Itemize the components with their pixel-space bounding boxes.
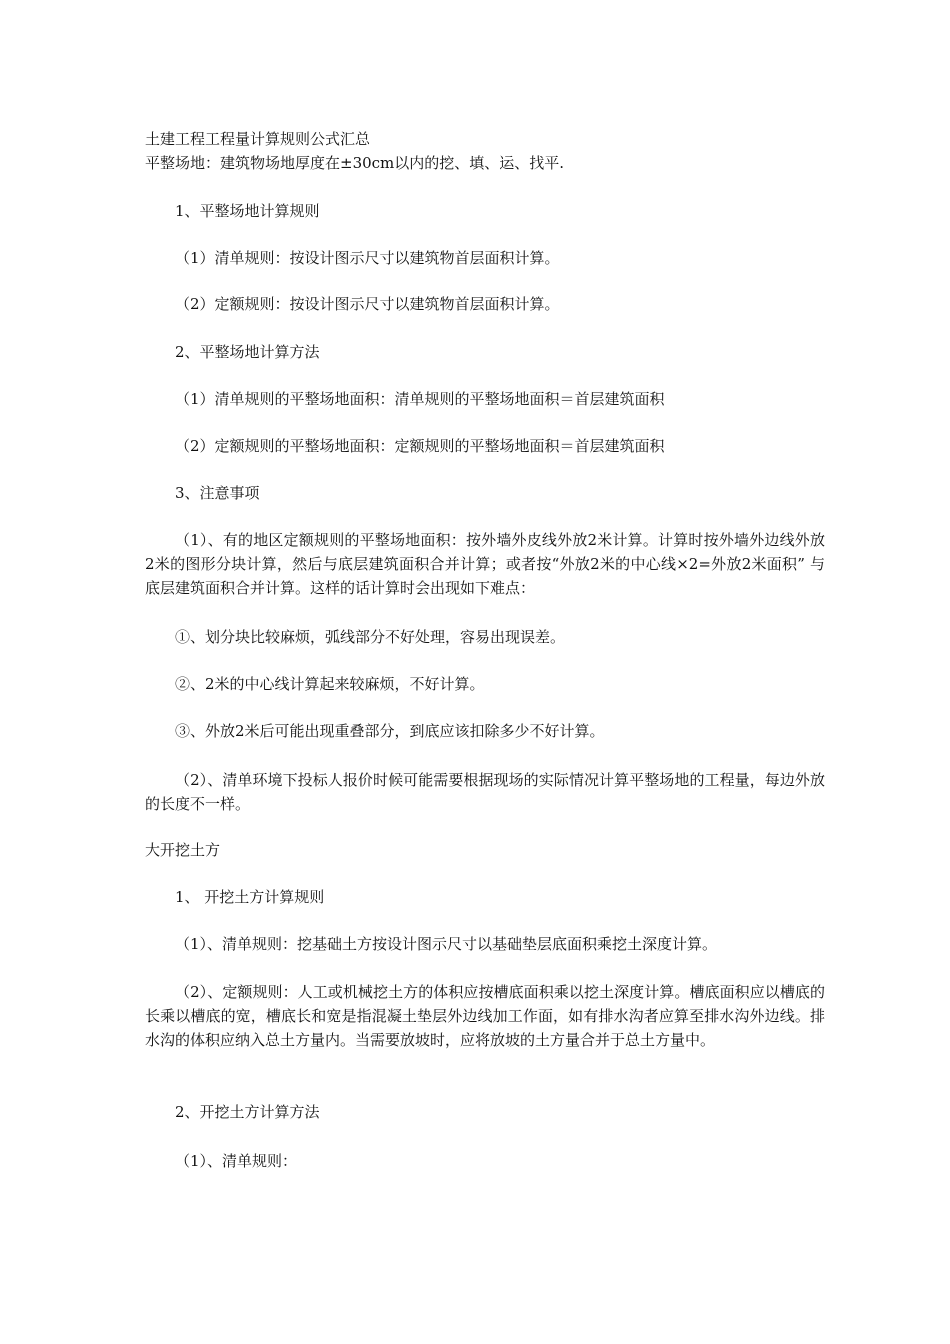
difficulty-3: ③、外放2米后可能出现重叠部分，到底应该扣除多少不好计算。 xyxy=(175,722,605,740)
difficulty-2: ②、2米的中心线计算起来较麻烦，不好计算。 xyxy=(175,675,485,693)
section-3-note-2: （2）、清单环境下投标人报价时候可能需要根据现场的实际情况计算平整场地的工程量，每边外放的长度不一样。 xyxy=(145,771,825,813)
section-2-item-2: （2）定额规则的平整场地面积：定额规则的平整场地面积＝首层建筑面积 xyxy=(175,437,665,455)
excavation-rule-item-2: （2）、定额规则：人工或机械挖土方的体积应按槽底面积乘以挖土深度计算。槽底面积应以槽底的长乘以槽底的宽，槽底长和宽是指混凝土垫层外边线加工作面，如有排水沟者应算至排水沟外边线。排水沟的体积应纳入总土方量内。当需要放坡时，应将放坡的土方量合并于总土方量中。 xyxy=(145,983,825,1049)
difficulty-1: ①、划分块比较麻烦，弧线部分不好处理，容易出现误差。 xyxy=(175,628,566,646)
section-3-note-1: （1）、有的地区定额规则的平整场地面积：按外墙外皮线外放2米计算。计算时按外墙外边线外放2米的图形分块计算，然后与底层建筑面积合并计算；或者按“外放2米的中心线×2=外放2米面积” 与底层建筑面积合并计算。这样的话计算时会出现如下难点： xyxy=(145,531,825,597)
section-1-item-1: （1）清单规则：按设计图示尺寸以建筑物首层面积计算。 xyxy=(175,249,560,267)
section-2-item-1: （1）清单规则的平整场地面积：清单规则的平整场地面积＝首层建筑面积 xyxy=(175,390,665,408)
excavation-method-item-1: （1）、清单规则： xyxy=(175,1152,298,1170)
section-2-heading: 2、平整场地计算方法 xyxy=(175,343,320,361)
section-1-item-2: （2）定额规则：按设计图示尺寸以建筑物首层面积计算。 xyxy=(175,295,560,313)
section-1-heading: 1、平整场地计算规则 xyxy=(175,202,320,220)
section-3-heading: 3、注意事项 xyxy=(175,484,260,502)
document-title: 土建工程工程量计算规则公式汇总 xyxy=(145,130,371,148)
excavation-title: 大开挖土方 xyxy=(145,841,221,859)
excavation-method-heading: 2、开挖土方计算方法 xyxy=(175,1103,320,1121)
excavation-rule-item-1: （1）、清单规则：挖基础土方按设计图示尺寸以基础垫层底面积乘挖土深度计算。 xyxy=(175,935,718,953)
intro-definition: 平整场地：建筑物场地厚度在±30cm以内的挖、填、运、找平. xyxy=(145,154,565,172)
excavation-rule-heading: 1、 开挖土方计算规则 xyxy=(175,888,325,906)
